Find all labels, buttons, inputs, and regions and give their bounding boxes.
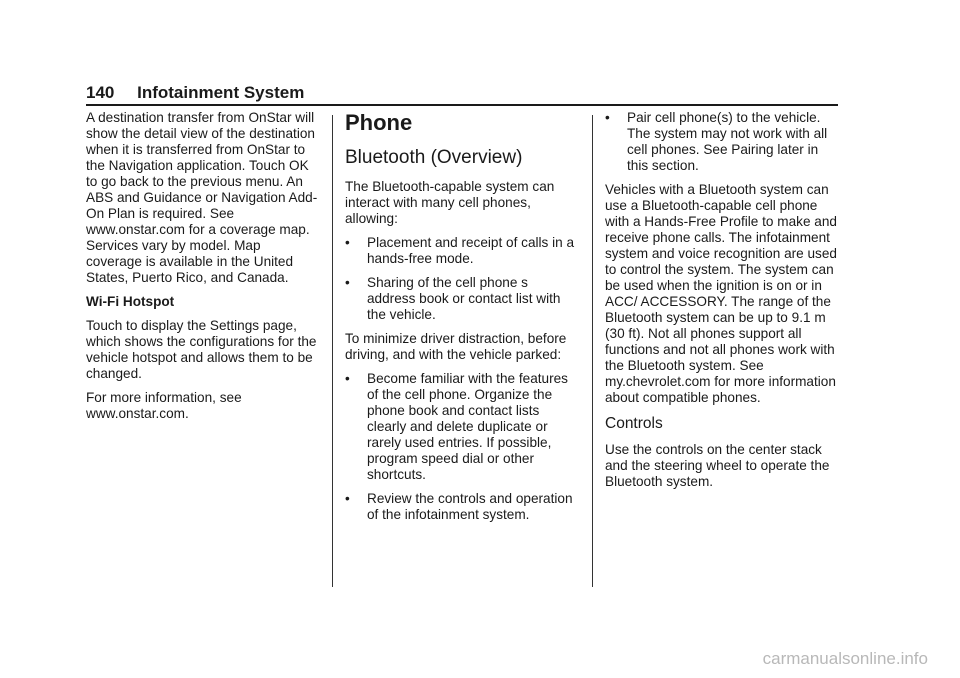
header-rule [86,104,838,106]
list-item [345,235,580,267]
column-divider-1 [332,115,333,587]
controls-heading: Controls [605,415,663,432]
distraction-intro: To minimize driver distraction, before driving, and with the vehicle parked: [345,331,567,362]
bullet-icon: • [345,235,350,250]
wifi-hotspot-paragraph: Touch to display the Settings page, which shows the configurations for the vehicle hotspot and allows them to be changed. [86,318,317,381]
list-item-text: Pair cell phone(s) to the vehicle. The system may not work with all cell phones. See Pairing later in this section. [627,110,828,173]
controls-paragraph: Use the controls on the center stack and the steering wheel to operate the Bluetooth system. [605,442,830,489]
list-item-text: Become familiar with the features of the cell phone. Organize the phone book and contact lists clearly and delete duplicate or rarely used entries. If possible, program speed dial or other shortcuts. [367,371,568,482]
list-item [605,110,841,174]
onstar-transfer-paragraph: A destination transfer from OnStar will show the detail view of the destination when it is transferred from OnStar to the Navigation application. Touch OK to go back to the previous menu. An ABS and Guidance or Navigation Add-On Plan is required. See www.onstar.com for a coverage map. Services vary by model. Map coverage is available in the United States, Puerto Rico, and Canada. [86,110,318,285]
bullet-list-1 [345,235,580,323]
bullet-icon: • [345,275,350,290]
column-2 [345,110,580,531]
more-info-paragraph: For more information, see www.onstar.com. [86,390,242,421]
wifi-hotspot-heading: Wi-Fi Hotspot [86,294,175,309]
page-number: 140 [86,83,115,102]
bullet-icon: • [345,491,350,506]
list-item-text: Review the controls and operation of the infotainment system. [367,491,573,522]
bullet-list-3 [605,110,841,174]
list-item-text: Sharing of the cell phone s address book or contact list with the vehicle. [367,275,561,322]
bullet-icon: • [345,371,350,386]
column-1 [86,110,318,430]
bluetooth-system-paragraph: Vehicles with a Bluetooth system can use a Bluetooth-capable cell phone with a Hands-Free Profile to make and receive phone calls. The infotainment system and voice recognition are used to control the system. The system can be used when the ignition is on or in ACC/ ACCESSORY. The range of the Bluetooth system can be up to 9.1 m (30 ft). Not all phones support all functions and not all phones work with the Bluetooth system. See my.chevrolet.com for more information about compatible phones. [605,182,837,405]
page-header [86,82,838,104]
bullet-icon: • [605,110,610,125]
watermark: carmanualsonline.info [762,649,928,668]
list-item [345,491,580,523]
section-title-phone: Phone [345,110,413,135]
bluetooth-intro: The Bluetooth-capable system can interact with many cell phones, allowing: [345,179,555,226]
column-3 [605,110,841,498]
list-item [345,371,580,483]
subsection-title-bluetooth: Bluetooth (Overview) [345,147,523,168]
chapter-title: Infotainment System [137,83,305,102]
bullet-list-2 [345,371,580,523]
list-item [345,275,580,323]
list-item-text: Placement and receipt of calls in a hands-free mode. [367,235,575,266]
column-divider-2 [592,115,593,587]
